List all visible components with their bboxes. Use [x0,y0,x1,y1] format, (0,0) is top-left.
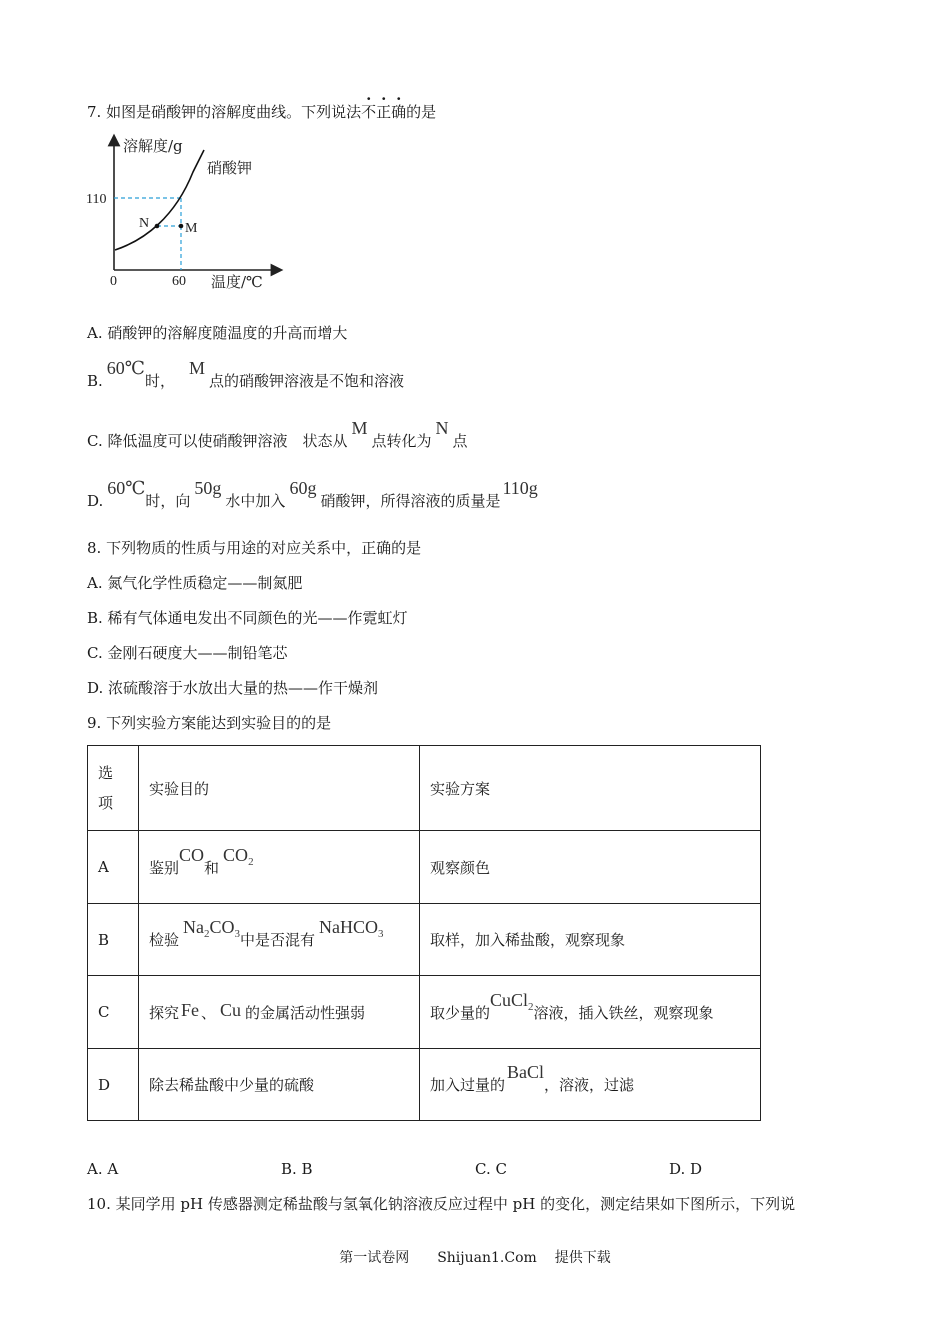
row-d-plan: 加入过量的BaCl，溶液，过滤 [420,1049,761,1121]
curve-label: 硝酸钾 [207,159,253,177]
row-c-plan: 取少量的CuCl$_2$溶液，插入铁丝，观察现象 [420,976,761,1049]
point-n-label: N [139,216,150,231]
row-a-option: A [88,831,139,904]
x-axis-label: 温度/℃ [211,273,263,291]
q8-option-d: D. 浓硫酸溶于水放出大量的热——作干燥剂 [87,679,379,697]
q9-stem: 9. 下列实验方案能达到实验目的的是 [87,714,332,732]
solubility-curve-graph [85,132,285,297]
point-m [179,224,184,229]
footer-action: 提供下载 [554,1250,611,1266]
emphasis-char: 不 [361,103,377,121]
table-header-row [88,746,761,831]
row-c-option: C [88,976,139,1049]
q8-stem: 8. 下列物质的性质与用途的对应关系中，正确的是 [87,539,422,557]
experiment-table [87,745,761,1121]
row-b-purpose: 检验$Na_2CO_3$中是否混有NaHCO$_3$ [139,904,420,976]
point-m-label: M [185,221,198,236]
row-a-plan: 观察颜色 [420,831,761,904]
page-footer [0,1247,950,1267]
footer-domain[interactable]: Shijuan1.Com [437,1250,537,1266]
q7-option-d: D.60℃时，向50g水中加入60g硝酸钾，所得溶液的质量是110g [87,478,538,510]
q7-option-a: A. 硝酸钾的溶解度随温度的升高而增大 [87,324,348,342]
header-plan: 实验方案 [420,746,761,831]
row-a-purpose: 鉴别CO和$CO_2$ [139,831,420,904]
table-row [88,976,761,1049]
header-purpose: 实验目的 [139,746,420,831]
q9-answer-d: D. D [669,1160,703,1178]
y-tick-110: 110 [86,192,107,207]
footer-site: 第一试卷网 [339,1250,410,1266]
row-c-purpose: 探究 Fe 、 Cu 的金属活动性强弱 [139,976,420,1049]
origin-label: 0 [110,274,117,289]
row-d-option: D [88,1049,139,1121]
q9-answer-b: B. B [281,1160,313,1178]
y-axis-label: 溶解度/g [123,137,183,155]
table-row [88,904,761,976]
emphasis-char: 确 [391,103,407,121]
q8-option-a: A. 氮气化学性质稳定——制氮肥 [87,574,303,592]
q7-option-b: B.60℃时，M点的硝酸钾溶液是不饱和溶液 [87,358,404,390]
q9-answer-c: C. C [475,1160,507,1178]
table-row [88,831,761,904]
q8-option-c: C. 金刚石硬度大——制铅笔芯 [87,644,288,662]
q7-stem: 7. 如图是硝酸钾的溶解度曲线。下列说法不正确的是 [87,103,437,121]
x-tick-60: 60 [172,274,186,289]
emphasis-char: 正 [376,103,392,121]
header-option: 选 项 [88,746,139,831]
table-row [88,1049,761,1121]
row-b-option: B [88,904,139,976]
row-d-purpose: 除去稀盐酸中少量的硫酸 [139,1049,420,1121]
q9-answer-a: A. A [87,1160,119,1178]
point-n [155,224,160,229]
row-b-plan: 取样，加入稀盐酸，观察现象 [420,904,761,976]
q8-option-b: B. 稀有气体通电发出不同颜色的光——作霓虹灯 [87,609,408,627]
q10-stem: 10. 某同学用 pH 传感器测定稀盐酸与氢氧化钠溶液反应过程中 pH 的变化，测定结果如下图所示，下列说 [87,1195,796,1213]
q7-option-c: C. 降低温度可以使硝酸钾溶液 状态从M点转化为N点 [87,418,468,450]
